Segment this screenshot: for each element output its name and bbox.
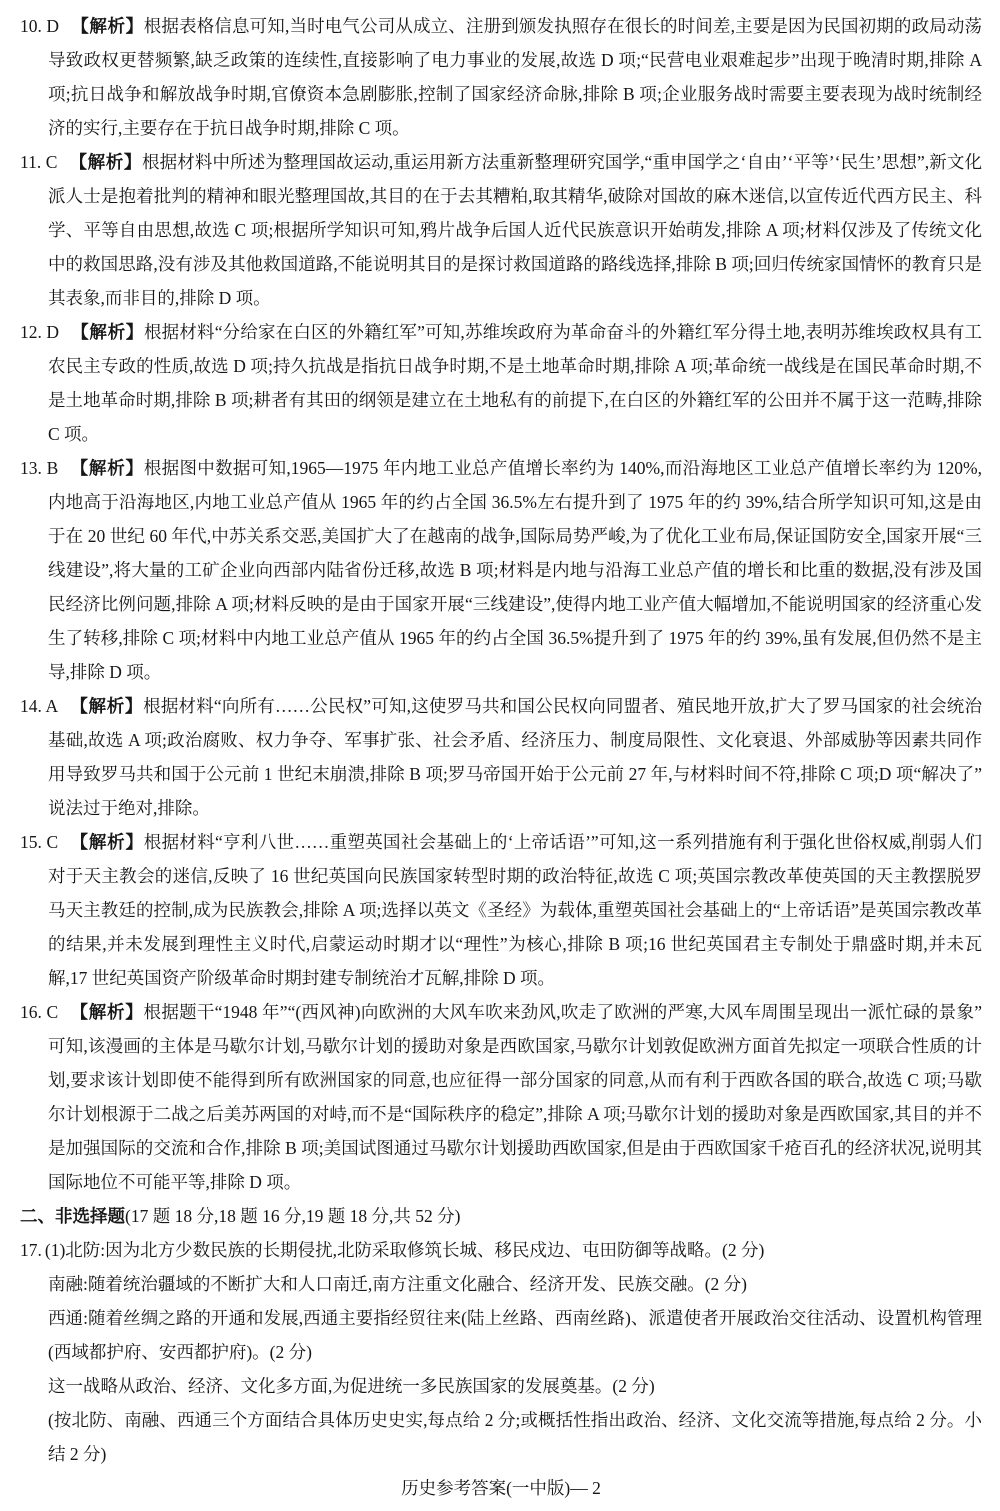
answer-number: 15. C xyxy=(20,832,59,852)
answer-item-15 xyxy=(20,825,982,995)
analysis-label: 【解析】 xyxy=(70,1002,144,1022)
answer-text: 根据材料“向所有……公民权”可知,这使罗马共和国公民权向同盟者、殖民地开放,扩大了罗马国家的社会统治基础,故选 A 项;政治腐败、权力争夺、军事扩张、社会矛盾、经济压力、制度局限性、文化衰退、外部威胁等因素共同作用导致罗马共和国于公元前 1 世纪末崩溃,排除 B 项;罗马帝国开始于公元前 27 年,与材料时间不符,排除 C 项;D 项“解决了”说法过于绝对,排除。 xyxy=(48,696,982,818)
section-scores: (17 题 18 分,18 题 16 分,19 题 18 分,共 52 分) xyxy=(125,1206,461,1226)
answer-item-14 xyxy=(20,689,982,825)
answer-item-13 xyxy=(20,451,982,689)
section-heading xyxy=(20,1199,982,1233)
answer-number: 10. D xyxy=(20,16,60,36)
section-title: 二、非选择题 xyxy=(20,1206,125,1226)
page-footer: 历史参考答案(一中版)— 2 xyxy=(401,1478,601,1498)
question-17-part3: 西通:随着丝绸之路的开通和发展,西通主要指经贸往来(陆上丝路、西南丝路)、派遣使者开展政治交往活动、设置机构管理(西域都护府、安西都护府)。(2 分) xyxy=(48,1308,982,1362)
answer-item-12 xyxy=(20,315,982,451)
question-17-part2: 南融:随着统治疆域的不断扩大和人口南迁,南方注重文化融合、经济开发、民族交融。(2 分) xyxy=(48,1274,748,1294)
question-17-grading-note: (按北防、南融、西通三个方面结合具体历史史实,每点给 2 分;或概括性指出政治、经济、文化交流等措施,每点给 2 分。小结 2 分) xyxy=(48,1410,982,1464)
answer-number: 16. C xyxy=(20,1002,59,1022)
analysis-label: 【解析】 xyxy=(71,322,144,342)
answer-number: 14. A xyxy=(20,696,59,716)
analysis-label: 【解析】 xyxy=(70,458,144,478)
analysis-label: 【解析】 xyxy=(70,832,144,852)
answer-text: 根据题干“1948 年”“(西风神)向欧洲的大风车吹来劲风,吹走了欧洲的严寒,大风车周围呈现出一派忙碌的景象”可知,该漫画的主体是马歇尔计划,马歇尔计划的援助对象是西欧国家,马歇尔计划敦促欧洲方面首先拟定一项联合性质的计划,要求该计划即使不能得到所有欧洲国家的同意,也应征得一部分国家的同意,从而有利于西欧各国的联合,故选 C 项;马歇尔计划根源于二战之后美苏两国的对峙,而不是“国际秩序的稳定”,排除 A 项;马歇尔计划的援助对象是西欧国家,其目的并不是加强国际的交流和合作,排除 B 项;美国试图通过马歇尔计划援助西欧国家,但是由于西欧国家千疮百孔的经济状况,说明其国际地位不可能平等,排除 D 项。 xyxy=(48,1002,982,1192)
analysis-label: 【解析】 xyxy=(69,152,143,172)
answer-item-10 xyxy=(20,9,982,145)
answer-number: 13. B xyxy=(20,458,59,478)
answer-number: 11. C xyxy=(20,152,58,172)
question-17-answer xyxy=(20,1233,982,1471)
answer-text: 根据表格信息可知,当时电气公司从成立、注册到颁发执照存在很长的时间差,主要是因为民国初期的政局动荡导致政权更替频繁,缺乏政策的连续性,直接影响了电力事业的发展,故选 D 项;“民营电业艰难起步”出现于晚清时期,排除 A 项;抗日战争和解放战争时期,官僚资本急剧膨胀,控制了国家经济命脉,排除 B 项;企业服务战时需要主要表现为战时统制经济的实行,主要存在于抗日战争时期,排除 C 项。 xyxy=(48,16,983,138)
answer-text: 根据材料“亨利八世……重塑英国社会基础上的‘上帝话语’”可知,这一系列措施有利于强化世俗权威,削弱人们对于天主教会的迷信,反映了 16 世纪英国向民族国家转型时期的政治特征,故选 C 项;英国宗教改革使英国的天主教摆脱罗马天主教廷的控制,成为民族教会,排除 A 项;选择以英文《圣经》为载体,重塑英国社会基础上的“上帝话语”是英国宗教改革的结果,并未发展到理性主义时代,启蒙运动时期才以“理性”为核心,排除 B 项;16 世纪英国君主专制处于鼎盛时期,并未瓦解,17 世纪英国资产阶级革命时期封建专制统治才瓦解,排除 D 项。 xyxy=(48,832,982,988)
answer-text: 根据图中数据可知,1965—1975 年内地工业总产值增长率约为 140%,而沿海地区工业总产值增长率约为 120%,内地高于沿海地区,内地工业总产值从 1965 年的约占全国 36.5%左右提升到了 1975 年的约 39%,结合所学知识可知,这是由于在 20 世纪 60 年代,中苏关系交恶,美国扩大了在越南的战争,国际局势严峻,为了优化工业布局,保证国防安全,国家开展“三线建设”,将大量的工矿企业向西部内陆省份迁移,故选 B 项;材料是内地与沿海工业总产值的增长和比重的数据,没有涉及国民经济比例问题,排除 A 项;材料反映的是由于国家开展“三线建设”,使得内地工业产值大幅增加,不能说明国家的经济重心发生了转移,排除 C 项;材料中内地工业总产值从 1965 年的约占全国 36.5%提升到了 1975 年的约 39%,虽有发展,但仍然不是主导,排除 D 项。 xyxy=(48,458,982,682)
analysis-label: 【解析】 xyxy=(70,696,144,716)
question-17-part4: 这一战略从政治、经济、文化多方面,为促进统一多民族国家的发展奠基。(2 分) xyxy=(48,1376,655,1396)
answer-item-16 xyxy=(20,995,982,1199)
question-17-part1 xyxy=(20,1233,982,1267)
answer-text: (1)北防:因为北方少数民族的长期侵扰,北防采取修筑长城、移民戍边、屯田防御等战略。(2 分) xyxy=(44,1240,765,1260)
analysis-label: 【解析】 xyxy=(71,16,144,36)
answer-text: 根据材料中所述为整理国故运动,重运用新方法重新整理研究国学,“重申国学之‘自由’‘平等’‘民生’思想”,新文化派人士是抱着批判的精神和眼光整理国故,其目的在于去其糟粕,取其精华,破除对国故的麻木迷信,以宣传近代西方民主、科学、平等自由思想,故选 C 项;根据所学知识可知,鸦片战争后国人近代民族意识开始萌发,排除 A 项;材料仅涉及了传统文化中的救国思路,没有涉及其他救国道路,不能说明其目的是探讨救国道路的路线选择,排除 B 项;回归传统家国情怀的教育只是其表象,而非目的,排除 D 项。 xyxy=(48,152,983,308)
answer-text: 根据材料“分给家在白区的外籍红军”可知,苏维埃政府为革命奋斗的外籍红军分得土地,表明苏维埃政权具有工农民主专政的性质,故选 D 项;持久抗战是指抗日战争时期,不是土地革命时期,排除 A 项;革命统一战线是在国民革命时期,不是土地革命时期,排除 B 项;耕者有其田的纲领是建立在土地私有的前提下,在白区的外籍红军的公田并不属于这一范畴,排除 C 项。 xyxy=(48,322,983,444)
question-number: 17. xyxy=(20,1240,42,1260)
answer-number: 12. D xyxy=(20,322,60,342)
answer-item-11 xyxy=(20,145,982,315)
